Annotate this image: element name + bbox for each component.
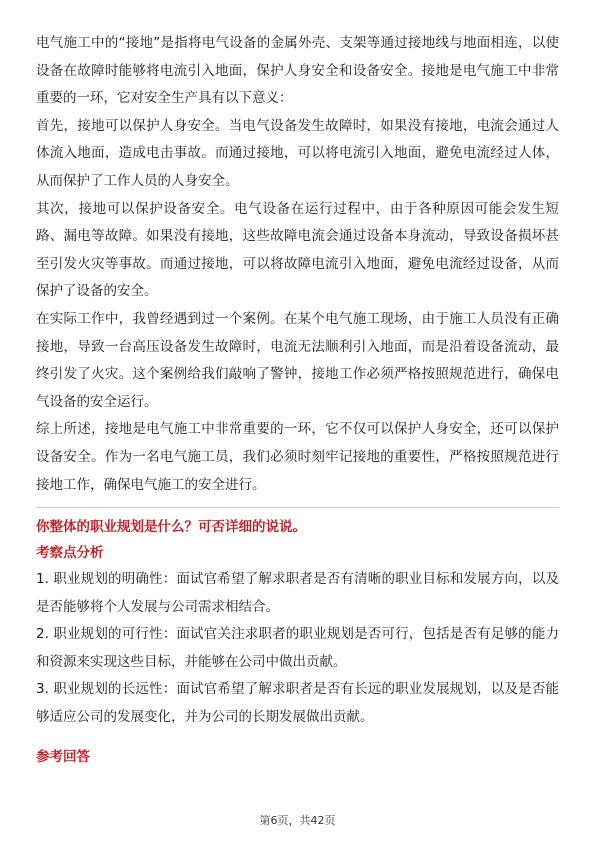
page-number: 第6页，共42页 bbox=[259, 814, 336, 827]
body-paragraph: 首先，接地可以保护人身安全。当电气设备发生故障时，如果没有接地，电流会通过人体流入地面，造成电击事故。而通过接地，可以将电流引入地面，避免电流经过人体，从而保护了工作人员的人身安全。 bbox=[36, 117, 559, 189]
body-paragraph: 其次，接地可以保护设备安全。电气设备在运行过程中，由于各种原因可能会发生短路、漏电等故障。如果没有接地，这些故障电流会通过设备本身流动，导致设备损坏甚至引发火灾等事故。而通过接地，可以将故障电流引入地面，避免电流经过设备，从而保护了设备的安全。 bbox=[36, 200, 559, 300]
analysis-item: 3. 职业规划的长远性：面试官希望了解求职者是否有长远的职业发展规划，以及是否能够适应公司的发展变化，并为公司的长期发展做出贡献。 bbox=[36, 681, 559, 726]
analysis-heading: 考察点分析 bbox=[36, 545, 104, 562]
analysis-item: 1. 职业规划的明确性：面试官希望了解求职者是否有清晰的职业目标和发展方向，以及是否能够将个人发展与公司需求相结合。 bbox=[36, 571, 559, 615]
body-paragraph: 在实际工作中，我曾经遇到过一个案例。在某个电气施工现场，由于施工人员没有正确接地，导致一台高压设备发生故障时，电流无法顺利引入地面，而是沿着设备流动，最终引发了火灾。这个案例给我们敲响了警钟，接地工作必须严格按照规范进行，确保电气设备的安全运行。 bbox=[36, 310, 559, 410]
section-divider bbox=[36, 507, 559, 508]
body-paragraph: 综上所述，接地是电气施工中非常重要的一环，它不仅可以保护人身安全，还可以保护设备安全。作为一名电气施工员，我们必须时刻牢记接地的重要性，严格按照规范进行接地工作，确保电气施工的安全进行。 bbox=[36, 421, 559, 493]
page-content bbox=[36, 30, 559, 770]
body-paragraph: 电气施工中的“接地”是指将电气设备的金属外壳、支架等通过接地线与地面相连，以使设备在故障时能够将电流引入地面，保护人身安全和设备安全。接地是电气施工中非常重要的一环，它对安全生产具有以下意义： bbox=[36, 35, 559, 107]
interview-question: 你整体的职业规划是什么？可否详细的说说。 bbox=[36, 519, 306, 536]
reference-heading: 参考回答 bbox=[36, 748, 90, 765]
analysis-item: 2. 职业规划的可行性：面试官关注求职者的职业规划是否可行，包括是否有足够的能力和资源来实现这些目标，并能够在公司中做出贡献。 bbox=[36, 626, 559, 670]
